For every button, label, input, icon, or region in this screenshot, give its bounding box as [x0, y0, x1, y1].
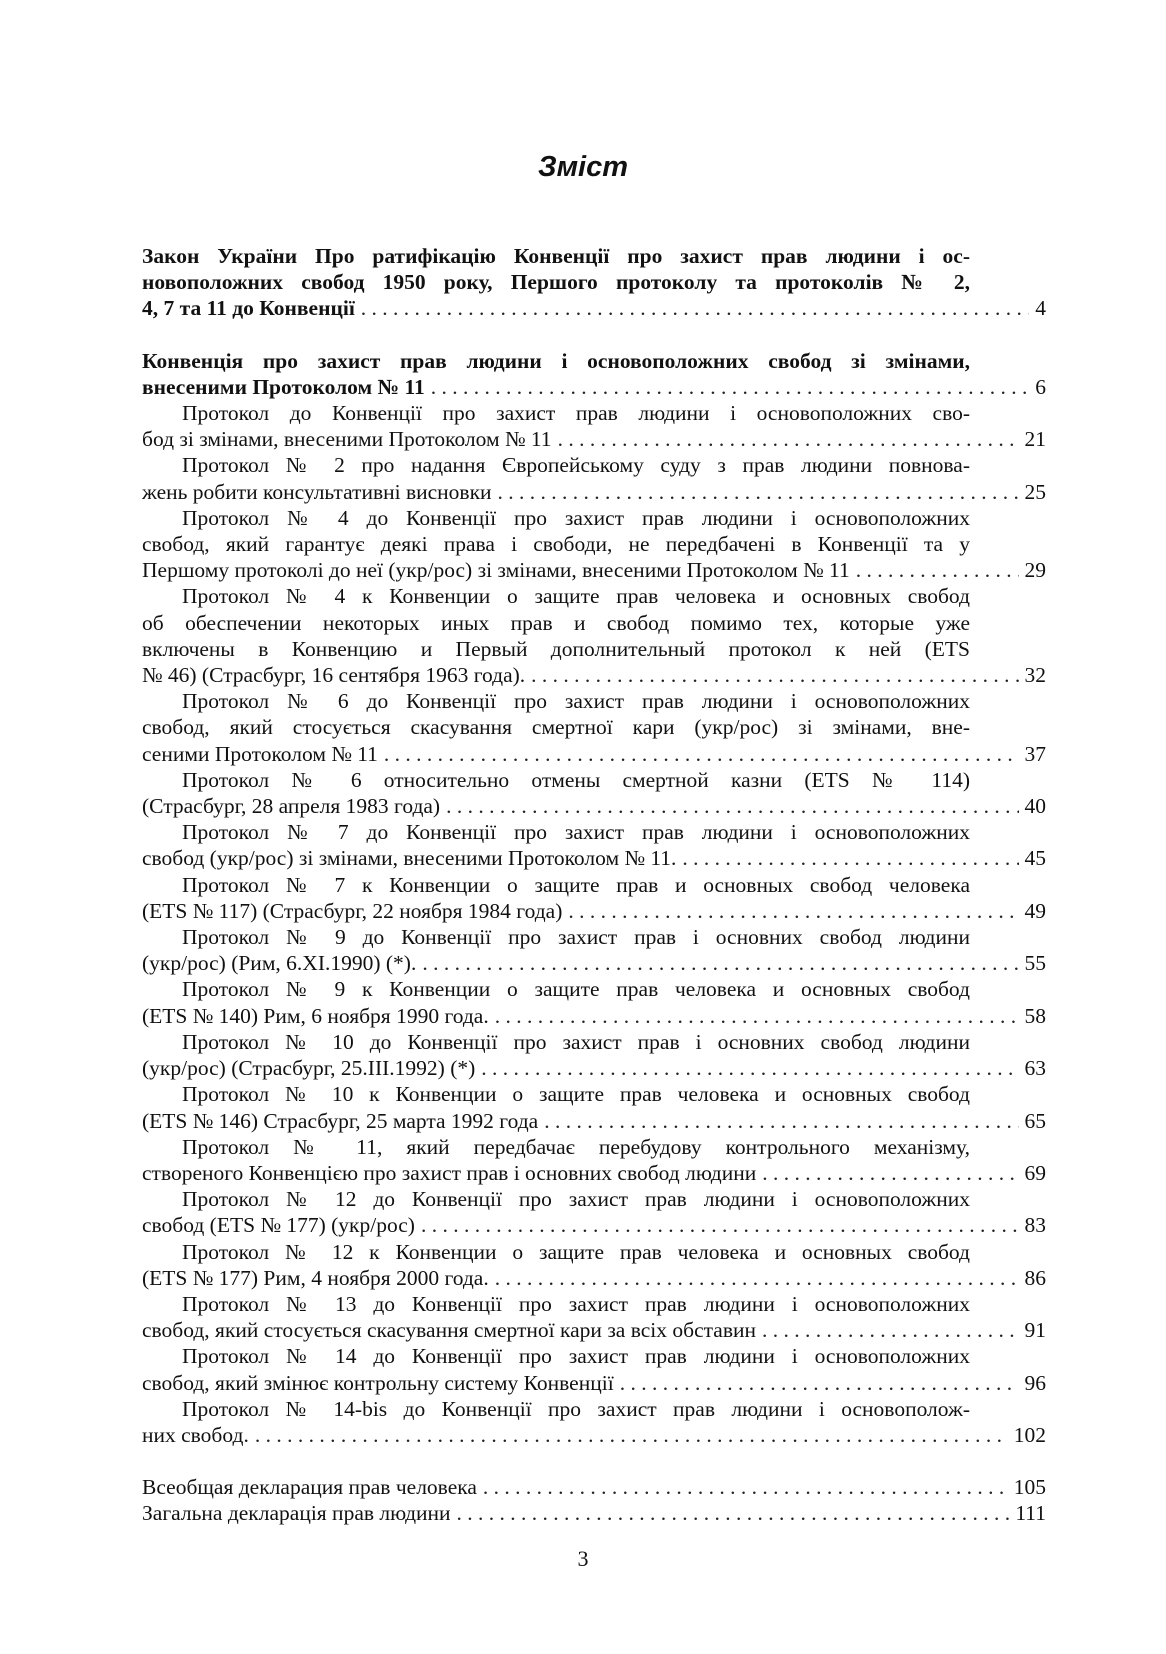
toc-entry-text: свобод, який стосується скасування смертної кари за всіх обставин — [142, 1318, 756, 1343]
leader-dots — [446, 793, 1018, 819]
toc-entry-text: внесеними Протоколом № 11 — [142, 374, 425, 399]
toc-entry-text: (Страсбург, 28 апреля 1983 года) — [142, 794, 441, 819]
toc-entry-text: них свобод. — [142, 1422, 249, 1447]
leader-dots — [422, 950, 1018, 976]
leader-dots — [558, 426, 1019, 452]
toc-page-number: 21 — [1024, 427, 1046, 452]
toc-entry-text: (ETS № 177) Рим, 4 ноября 2000 года. — [142, 1265, 489, 1290]
toc-entry-text: 4, 7 та 11 до Конвенції — [142, 296, 355, 321]
toc-entry-text: Всеобщая декларация прав человека — [142, 1475, 477, 1500]
toc-entry-text: Протокол № 7 к Конвенции о защите прав и основных свобод человека — [182, 872, 970, 897]
toc-entry[interactable] — [142, 1239, 1046, 1291]
toc-entry-text: Протокол № 9 к Конвенции о защите прав человека и основных свобод — [182, 977, 970, 1002]
toc-entry-text: свобод (ETS № 177) (укр/рос) — [142, 1213, 415, 1238]
leader-dots — [384, 741, 1019, 767]
toc-entry[interactable] — [142, 1474, 1046, 1500]
toc-entry-text: свобод, який змінює контрольну систему Конвенції — [142, 1370, 614, 1395]
toc-page-number: 32 — [1024, 663, 1046, 688]
leader-dots — [431, 374, 1029, 400]
toc-entry[interactable] — [142, 924, 1046, 976]
toc-entry[interactable] — [142, 505, 1046, 584]
toc-entry-text: включены в Конвенцию и Первый дополнительный протокол к ней (ETS — [142, 636, 970, 661]
toc-entry[interactable] — [142, 1081, 1046, 1133]
toc-entry[interactable] — [142, 976, 1046, 1028]
toc-entry-text: свобод, який стосується скасування смертної кари (укр/рос) зі змінами, вне- — [142, 715, 970, 740]
toc-entry-text: Протокол № 12 до Конвенції про захист прав людини і основоположних — [182, 1187, 970, 1212]
toc-entry[interactable] — [142, 767, 1046, 819]
toc-entry-text: бод зі змінами, внесеними Протоколом № 11 — [142, 427, 552, 452]
toc-entry[interactable] — [142, 688, 1046, 767]
toc-entry[interactable] — [142, 348, 1046, 400]
toc-entry-text: Протокол № 7 до Конвенції про захист прав людини і основоположних — [182, 820, 970, 845]
toc-entry[interactable] — [142, 872, 1046, 924]
toc-page-number: 69 — [1024, 1160, 1046, 1185]
leader-dots — [495, 1265, 1019, 1291]
leader-dots — [544, 1108, 1018, 1134]
toc-page-number: 45 — [1024, 846, 1046, 871]
leader-dots — [498, 479, 1019, 505]
toc-entry-text: Протокол № 11, який передбачає перебудову контрольного механізму, — [182, 1134, 970, 1159]
toc-entry-text: Протокол № 6 до Конвенції про захист прав людини і основоположних — [182, 689, 970, 714]
toc-entry-text: Протокол № 14 до Конвенції про захист прав людини і основоположних — [182, 1344, 970, 1369]
toc-entry-text: створеного Конвенцією про захист прав і основних свобод людини — [142, 1160, 757, 1185]
toc-entry-text: Протокол № 14-bis до Конвенції про захист прав людини і основополож- — [182, 1396, 970, 1421]
toc-entry-text: Закон України Про ратифікацію Конвенції про захист прав людини і ос- — [142, 244, 970, 268]
toc-entry-text: Протокол № 9 до Конвенції про захист прав і основних свобод людини — [182, 925, 970, 950]
toc-entry-text: Протокол № 13 до Конвенції про захист прав людини і основоположних — [182, 1291, 970, 1316]
toc-page-number: 40 — [1024, 794, 1046, 819]
leader-dots — [568, 898, 1018, 924]
toc-page-number: 25 — [1024, 479, 1046, 504]
toc-entry-text: (ETS № 117) (Страсбург, 22 ноября 1984 года) — [142, 898, 563, 923]
toc-entry-text: Протокол № 6 относительно отмены смертной казни (ETS № 114) — [182, 767, 970, 792]
toc-page-number: 86 — [1024, 1265, 1046, 1290]
toc-entry[interactable] — [142, 243, 1046, 322]
toc-entry[interactable] — [142, 583, 1046, 688]
toc-entry-text: Протокол № 4 к Конвенции о защите прав человека и основных свобод — [182, 584, 970, 609]
toc-entry-text: Протокол № 2 про надання Європейському суду з прав людини повнова- — [182, 453, 970, 478]
leader-dots — [421, 1212, 1019, 1238]
leader-dots — [361, 295, 1029, 321]
leader-dots — [531, 662, 1018, 688]
toc-entry-text: свобод (укр/рос) зі змінами, внесеними Протоколом № 11. — [142, 846, 677, 871]
toc-page-number: 63 — [1024, 1056, 1046, 1081]
toc-page-number: 83 — [1024, 1213, 1046, 1238]
toc-entry[interactable] — [142, 1396, 1046, 1448]
toc-entry-text: Конвенція про захист прав людини і основоположних свобод зі змінами, — [142, 348, 970, 373]
leader-dots — [856, 557, 1019, 583]
toc-entry-text: (укр/рос) (Страсбург, 25.III.1992) (*) — [142, 1056, 476, 1081]
leader-dots — [495, 1003, 1019, 1029]
leader-dots — [762, 1160, 1018, 1186]
toc-entry-text: (ETS № 140) Рим, 6 ноября 1990 года. — [142, 1003, 489, 1028]
toc-page-number: 29 — [1024, 558, 1046, 583]
toc-entry-text: Протокол до Конвенції про захист прав людини і основоположних сво- — [182, 401, 970, 426]
leader-dots — [682, 845, 1018, 871]
toc-entry[interactable] — [142, 452, 1046, 504]
toc-page-number: 105 — [1013, 1475, 1046, 1500]
leader-dots — [762, 1317, 1019, 1343]
toc-entry-text: Протокол № 4 до Конвенції про захист прав людини і основоположних — [182, 505, 970, 530]
toc-entry-text: Загальна декларація прав людини — [142, 1501, 451, 1526]
toc-entry-text: Протокол № 10 к Конвенции о защите прав человека и основных свобод — [182, 1082, 970, 1107]
toc-entry-text: (укр/рос) (Рим, 6.XI.1990) (*). — [142, 951, 417, 976]
toc-entry[interactable] — [142, 400, 1046, 452]
toc-entry-text: об обеспечении некоторых иных прав и свобод помимо тех, которые уже — [142, 610, 970, 635]
toc-entry[interactable] — [142, 819, 1046, 871]
toc-entry-text: № 46) (Страсбург, 16 сентября 1963 года). — [142, 663, 526, 688]
toc-page-number: 91 — [1024, 1318, 1046, 1343]
toc-entry-text: Першому протоколі до неї (укр/рос) зі змінами, внесеними Протоколом № 11 — [142, 558, 850, 583]
leader-dots — [483, 1474, 1008, 1500]
toc-page-number: 6 — [1035, 374, 1046, 399]
toc-entry-text: свобод, який гарантує деякі права і свободи, не передбачені в Конвенції та у — [142, 532, 970, 557]
leader-dots — [255, 1422, 1008, 1448]
toc-page-number: 4 — [1035, 296, 1046, 321]
toc-entry[interactable] — [142, 1500, 1046, 1526]
toc-entry[interactable] — [142, 1186, 1046, 1238]
toc-entry[interactable] — [142, 1029, 1046, 1081]
toc-page-number: 37 — [1024, 741, 1046, 766]
table-of-contents — [142, 243, 1046, 1527]
leader-dots — [620, 1370, 1019, 1396]
toc-entry[interactable] — [142, 1291, 1046, 1343]
page-title: Зміст — [537, 151, 629, 183]
toc-page-number: 55 — [1024, 951, 1046, 976]
toc-entry-text: сеними Протоколом № 11 — [142, 741, 378, 766]
toc-page-number: 102 — [1013, 1422, 1046, 1447]
toc-page-number: 65 — [1024, 1108, 1046, 1133]
toc-page-number: 49 — [1024, 898, 1046, 923]
toc-page-number: 96 — [1024, 1370, 1046, 1395]
toc-page-number: 111 — [1015, 1501, 1046, 1526]
toc-entry[interactable] — [142, 1134, 1046, 1186]
toc-entry-text: Протокол № 12 к Конвенции о защите прав человека и основных свобод — [182, 1239, 970, 1264]
toc-entry-text: новоположних свобод 1950 року, Першого протоколу та протоколів № 2, — [142, 270, 970, 295]
toc-entry[interactable] — [142, 1343, 1046, 1395]
leader-dots — [457, 1500, 1010, 1526]
toc-entry-text: (ETS № 146) Страсбург, 25 марта 1992 года — [142, 1108, 539, 1133]
toc-page-number: 58 — [1024, 1003, 1046, 1028]
page-number: 3 — [577, 1546, 589, 1571]
toc-entry-text: Протокол № 10 до Конвенції про захист прав і основних свобод людини — [182, 1029, 970, 1054]
toc-entry-text: жень робити консультативні висновки — [142, 479, 492, 504]
leader-dots — [481, 1055, 1018, 1081]
